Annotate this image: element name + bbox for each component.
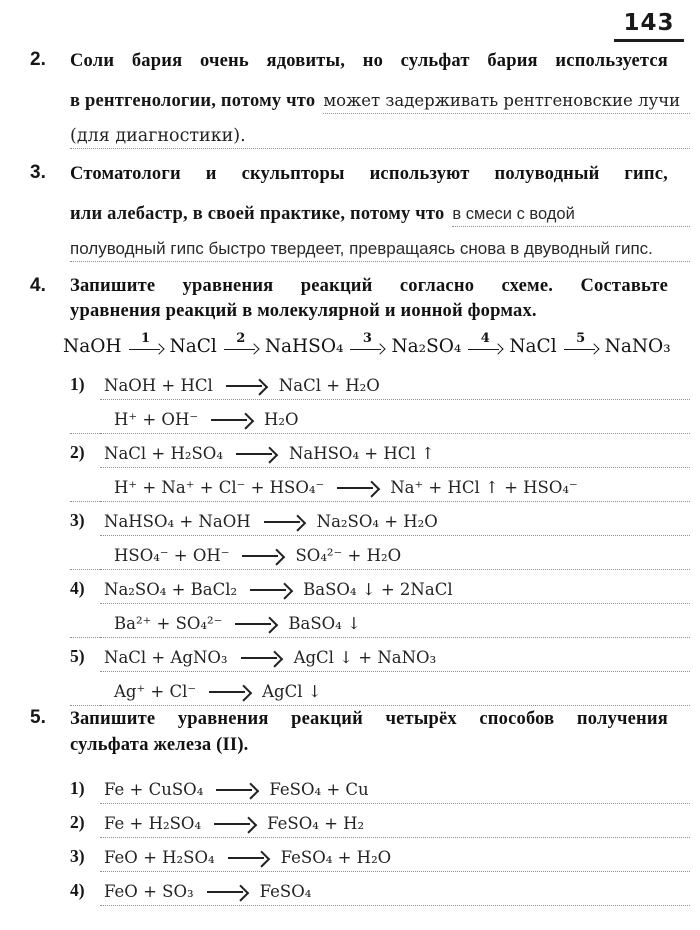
equation-lhs: NaHSO₄ + NaOH xyxy=(104,512,251,531)
chain-arrow-icon xyxy=(466,330,504,360)
reaction-arrow-icon xyxy=(242,549,282,563)
chain-arrow-label: 4 xyxy=(480,330,490,346)
equation-lhs: FeO + H₂SO₄ xyxy=(104,848,215,867)
reaction-arrow-icon xyxy=(228,851,268,865)
reaction-arrow-icon xyxy=(250,583,290,597)
chain-arrow-label: 3 xyxy=(362,330,372,346)
equation-rhs: AgCl ↓ + NaNO₃ xyxy=(293,648,437,667)
task-4-prompt-line-2: уравнения реакций в молекулярной и ионной формах. xyxy=(70,301,537,321)
reaction-arrow-icon xyxy=(226,379,266,393)
task-3-answer-line-1 xyxy=(452,205,690,227)
equation-lhs: Ba²⁺ + SO₄²⁻ xyxy=(114,614,223,633)
equation-row-ionic xyxy=(70,400,690,434)
equation-lhs: Na₂SO₄ + BaCl₂ xyxy=(104,580,238,599)
equation-rhs: FeSO₄ + H₂O xyxy=(280,848,392,867)
equation-lhs: FeO + SO₃ xyxy=(104,882,194,901)
task-3-fill-row xyxy=(70,193,690,227)
equation-row-ionic xyxy=(70,672,690,706)
equation-rhs: NaCl + H₂O xyxy=(278,376,380,395)
reaction-arrow-icon xyxy=(264,515,304,529)
reaction-arrow-icon xyxy=(211,413,251,427)
task-2-number: 2. xyxy=(30,49,46,70)
task-2-prompt-line-1: Соли бария очень ядовиты, но сульфат бария используется xyxy=(70,51,668,71)
reaction-chain xyxy=(63,330,690,362)
equation-lhs: NaCl + AgNO₃ xyxy=(104,648,228,667)
chain-item: Na₂SO₄ xyxy=(391,335,462,357)
equation-lhs: NaCl + H₂SO₄ xyxy=(104,444,223,463)
task-2-answer-1: может задерживать рентгеновские лучи xyxy=(323,91,681,110)
equation-label: 4) xyxy=(70,578,85,598)
equation-lhs: H⁺ + OH⁻ xyxy=(114,410,199,429)
equation-rhs: BaSO₄ ↓ xyxy=(288,614,361,633)
reaction-arrow-icon xyxy=(235,617,275,631)
task-5-body xyxy=(70,706,690,906)
equation-rhs: BaSO₄ ↓ + 2NaCl xyxy=(303,580,453,599)
task-4-equations xyxy=(70,366,690,706)
equation-row-ionic xyxy=(70,536,690,570)
chain-arrow-icon xyxy=(562,330,600,360)
chain-arrow-icon xyxy=(348,330,386,360)
reaction-arrow-icon xyxy=(209,685,249,699)
task-2 xyxy=(30,48,690,149)
equation-lhs: Ag⁺ + Cl⁻ xyxy=(114,682,197,701)
reaction-arrow-icon xyxy=(207,885,247,899)
reaction-arrow-icon xyxy=(337,481,377,495)
task-3-prompt-line-1: Стоматологи и скульпторы используют полуводный гипс, xyxy=(70,164,668,184)
task-2-fill-row xyxy=(70,80,690,114)
equation-row xyxy=(70,838,690,872)
task-5 xyxy=(30,706,690,906)
equation-row-ionic xyxy=(70,604,690,638)
equation-row xyxy=(70,434,690,468)
task-2-prompt-line-2: в рентгенологии, потому что xyxy=(70,91,316,111)
equation-label: 5) xyxy=(70,646,85,666)
task-2-answer-line-2 xyxy=(70,114,690,149)
reaction-arrow-icon xyxy=(241,651,281,665)
task-5-number: 5. xyxy=(30,707,46,728)
page-number: 143 xyxy=(614,10,684,42)
task-3-answer-2: полуводный гипс быстро твердеет, превращаясь снова в двуводный гипс. xyxy=(70,239,653,258)
chain-arrow-label: 5 xyxy=(576,330,586,346)
equation-row xyxy=(70,570,690,604)
equation-lhs: NaOH + HCl xyxy=(104,376,213,395)
equation-row xyxy=(70,638,690,672)
task-4-prompt-line-1: Запишите уравнения реакций согласно схеме. Составьте xyxy=(70,276,668,296)
task-4-number: 4. xyxy=(30,275,46,296)
reaction-arrow-icon xyxy=(216,783,256,797)
task-2-body xyxy=(70,48,690,149)
chain-arrow-icon xyxy=(127,330,165,360)
equation-row xyxy=(70,770,690,804)
equation-lhs: H⁺ + Na⁺ + Cl⁻ + HSO₄⁻ xyxy=(114,478,325,497)
chain-item: NaHSO₄ xyxy=(264,335,344,357)
equation-label: 3) xyxy=(70,510,85,530)
chain-arrow-label: 2 xyxy=(236,330,246,346)
equation-rhs: FeSO₄ + H₂ xyxy=(267,814,365,833)
equation-lhs: Fe + H₂SO₄ xyxy=(104,814,202,833)
equation-row xyxy=(70,502,690,536)
equation-label: 1) xyxy=(70,374,85,394)
chain-item: NaOH xyxy=(63,335,122,357)
task-2-answer-line-1 xyxy=(323,91,690,114)
task-3 xyxy=(30,161,690,262)
equation-rhs: FeSO₄ + Cu xyxy=(269,780,369,799)
equation-rhs: Na⁺ + HCl ↑ + HSO₄⁻ xyxy=(390,478,578,497)
equation-rhs: SO₄²⁻ + H₂O xyxy=(295,546,402,565)
chain-item: NaCl xyxy=(509,335,557,357)
chain-arrow-icon xyxy=(222,330,260,360)
equation-rhs: H₂O xyxy=(264,410,299,429)
equation-row-ionic xyxy=(70,468,690,502)
task-2-answer-2: (для диагностики). xyxy=(70,126,246,146)
equation-row xyxy=(70,804,690,838)
task-5-equations xyxy=(70,770,690,906)
equation-row xyxy=(70,872,690,906)
chain-arrow-label: 1 xyxy=(141,330,151,346)
equation-label: 3) xyxy=(70,846,85,866)
task-5-prompt-line-1: Запишите уравнения реакций четырёх способов получения xyxy=(70,709,668,729)
reaction-arrow-icon xyxy=(214,817,254,831)
equation-rhs: FeSO₄ xyxy=(259,882,312,901)
equation-lhs: HSO₄⁻ + OH⁻ xyxy=(114,546,230,565)
equation-label: 2) xyxy=(70,442,85,462)
equation-rhs: Na₂SO₄ + H₂O xyxy=(316,512,438,531)
reaction-arrow-icon xyxy=(236,447,276,461)
task-4-body xyxy=(63,274,690,706)
equation-label: 1) xyxy=(70,778,85,798)
task-4 xyxy=(30,274,690,706)
task-3-answer-line-2 xyxy=(70,227,690,262)
equation-row xyxy=(70,366,690,400)
chain-item: NaNO₃ xyxy=(604,335,671,357)
equation-label: 4) xyxy=(70,880,85,900)
equation-rhs: AgCl ↓ xyxy=(262,682,322,701)
equation-lhs: Fe + CuSO₄ xyxy=(104,780,204,799)
equation-rhs: NaHSO₄ + HCl ↑ xyxy=(288,444,435,463)
task-3-body xyxy=(70,161,690,262)
equation-label: 2) xyxy=(70,812,85,832)
task-3-prompt-line-2: или алебастр, в своей практике, потому что xyxy=(70,204,445,224)
chain-item: NaCl xyxy=(169,335,217,357)
task-3-answer-1: в смеси с водой xyxy=(452,205,575,223)
task-5-prompt-line-2: сульфата железа (II). xyxy=(70,735,249,755)
task-3-number: 3. xyxy=(30,162,46,183)
